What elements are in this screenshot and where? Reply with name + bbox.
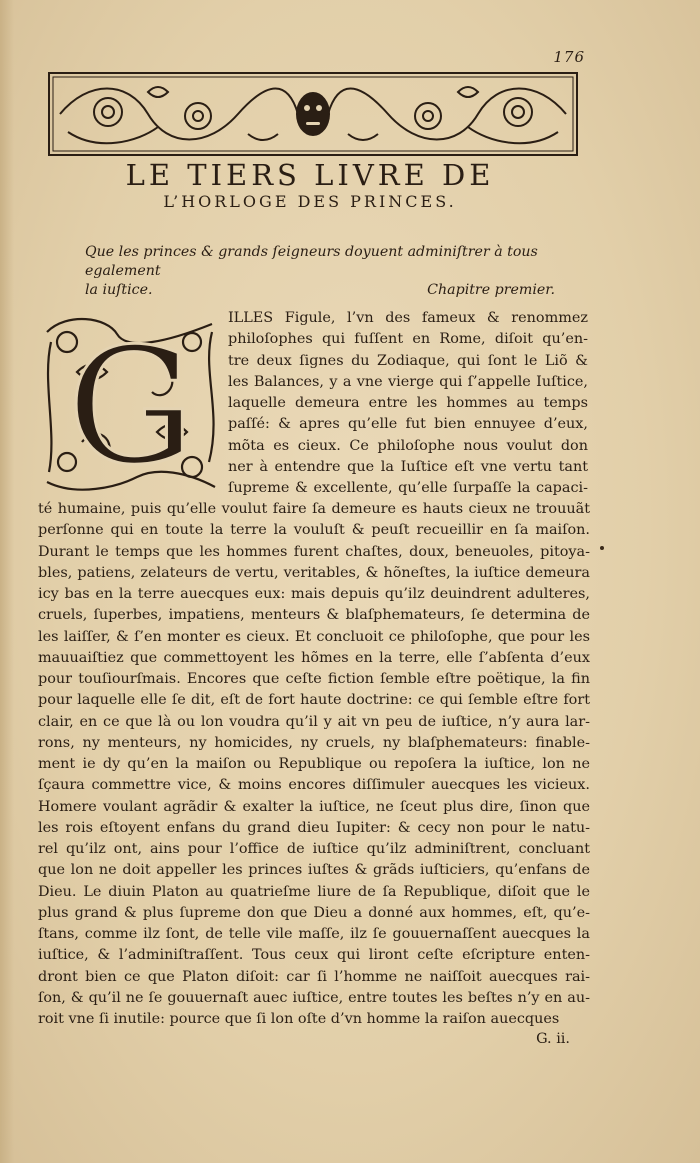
chapter-heading-line: Que les princes & grands ſeigneurs doyuent adminiſtrer à tous egalement	[85, 244, 538, 279]
initial-letter: G	[67, 313, 195, 497]
text-line: plus grand & plus ſupreme don que Dieu a donné aux hommes, eſt, qu’e-	[38, 904, 590, 921]
text-line: Durant le temps que les hommes furent chaſtes, doux, beneuoles, pitoya-	[38, 543, 590, 560]
text-line: ſtans, comme ilz ſont, de telle vile maſſe, ilz ſe gouuernaſſent auecques la	[38, 926, 590, 942]
chapter-number: Chapitre premier.	[427, 282, 555, 298]
intro-paragraph	[228, 308, 588, 499]
text-line: les laiſſer, & ſ’en monter es cieux. Et concluoit ce philoſophe, que pour les	[38, 628, 590, 645]
page-number: 176	[553, 48, 585, 66]
text-line: roit vne ſi inutile: pource que ſi lon oſte d’vn homme la raiſon auecques	[38, 1011, 560, 1027]
text-line: pour touſiourſmais. Encores que ceſte fiction ſemble eſtre poëtique, la fin	[38, 671, 590, 687]
text-line: rel qu’ilz ont, ains pour l’office de iuſtice qu’ilz adminiſtrent, concluant	[38, 841, 590, 857]
text-line: tre deux ſignes du Zodiaque, qui ſont le Liõ &	[228, 352, 588, 369]
text-line: té humaine, puis qu’elle voulut faire ſa demeure es hauts cieux ne trouuãt	[38, 501, 590, 517]
text-line: perſonne qui en toute la terre la vouluſt & peuſt recueillir en ſa maiſon.	[38, 522, 590, 539]
text-line: paſſé: & apres qu’elle fut bien ennuyee d’eux,	[228, 416, 588, 433]
text-line: Homere voulant agrãdir & exalter la iuſtice, ne ſceut plus dire, ſinon que	[38, 798, 590, 815]
text-line: dront bien ce que Platon diſoit: car ſi l’homme ne naiſſoit auecques rai-	[38, 968, 590, 985]
body-paragraph	[38, 499, 590, 1030]
margin-mark	[600, 546, 604, 550]
text-line: Dieu. Le diuin Platon au quatrieſme liure de ſa Republique, diſoit que le	[38, 883, 590, 900]
text-line: ner à entendre que la Iuſtice eſt vne vertu tant	[228, 458, 588, 475]
decorated-initial	[37, 312, 222, 497]
text-line: pour laquelle elle ſe dit, eſt de fort haute doctrine: ce qui ſemble eſtre fort	[38, 692, 590, 709]
text-line: ſçaura commettre vice, & moins encores diſſimuler auecques les vicieux.	[38, 777, 590, 794]
text-line: ment ie dy qu’en la maiſon ou Republique ou repoſera la iuſtice, lon ne	[38, 756, 590, 772]
text-line: ſon, & qu’il ne ſe gouuernaſt auec iuſtice, entre toutes les beſtes n’y en au-	[38, 989, 590, 1006]
text-line: mauuaiſtiez que commettoyent les hõmes en la terre, elle ſ’abſenta d’eux	[38, 649, 590, 666]
text-line: icy bas en la terre auecques eux: mais depuis qu’ilz deuindrent adulteres,	[38, 586, 590, 602]
text-line: rons, ny menteurs, ny homicides, ny cruels, ny blaſphemateurs: finable-	[38, 734, 590, 751]
text-line: bles, patiens, zelateurs de vertu, veritables, & hõneſtes, la iuſtice demeura	[38, 564, 590, 581]
ornamental-headpiece	[48, 72, 578, 156]
text-line: philoſophes qui fuſſent en Rome, diſoit qu’en-	[228, 331, 588, 348]
text-line: iuſtice, & l’adminiſtraſſent. Tous ceux qui liront ceſte eſcripture enten-	[38, 947, 590, 964]
text-line: clair, en ce que là ou lon voudra qu’il y ait vn peu de iuſtice, n’y aura lar-	[38, 713, 590, 730]
text-line: les Balances, y a vne vierge qui ſ’appelle Iuſtice,	[228, 373, 588, 390]
text-line: ſupreme & excellente, qu’elle ſurpaſſe la capaci-	[228, 480, 588, 496]
text-line: mõta es cieux. Ce philoſophe nous voulut don	[228, 437, 588, 454]
text-line: que lon ne doit appeller les princes iuſtes & grãds iuſticiers, qu’enfans de	[38, 862, 590, 879]
book-subtitle: L’HORLOGE DES PRINCES.	[163, 192, 457, 211]
text-line: laquelle demeura entre les hommes au temps	[228, 395, 588, 411]
chapter-heading	[85, 243, 555, 300]
text-line: ILLES Figule, l’vn des fameux & renommez	[228, 310, 588, 326]
text-line: cruels, ſuperbes, impatiens, menteurs & blaſphemateurs, ſe determina de	[38, 607, 590, 624]
text-line: les rois eſtoyent enfans du grand dieu Iupiter: & cecy non pour le natu-	[38, 819, 590, 836]
book-title: LE TIERS LIVRE DE	[125, 158, 495, 192]
chapter-heading-line: la iuſtice.	[85, 282, 153, 298]
signature-mark: G. ii.	[536, 1031, 570, 1047]
